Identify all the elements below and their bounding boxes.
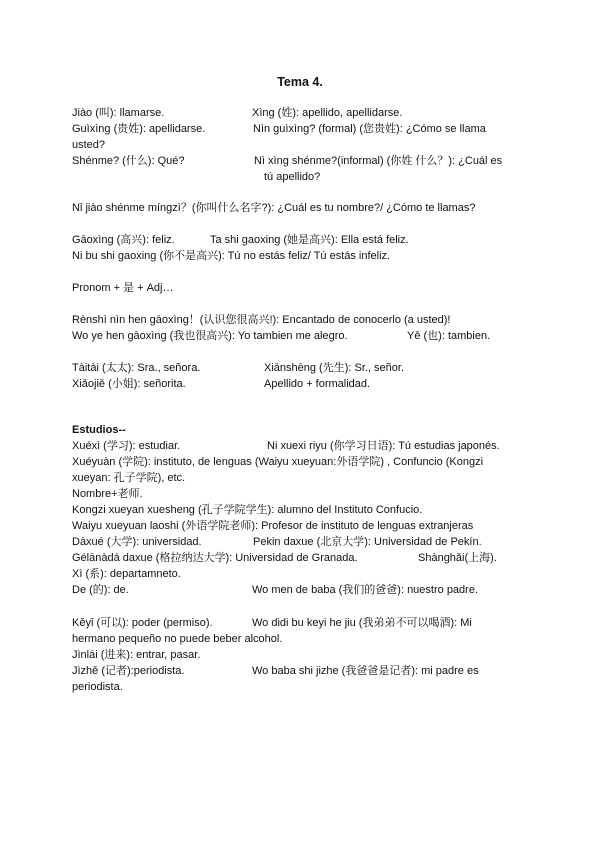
text-line: Apellido + formalidad. [264, 378, 371, 390]
text-line: Jìzhě (记者):periodista. [72, 665, 185, 677]
text-line: Ta shi gaoxing (她是高兴): Ella está feliz. [210, 234, 409, 246]
text-line: Nombre+老师. [72, 488, 143, 500]
text-line: Xuéyuàn (学院): instituto, de lenguas (Waiyu xueyuan:外语学院) , Confuncio (Kongzi [72, 456, 484, 468]
text-line: Wo didi bu keyi he jiu (我弟弟不可以喝酒): Mi [252, 617, 472, 629]
text-line: hermano pequeño no puede beber alcohol. [72, 633, 283, 645]
text-line: Nìn guìxìng? (formal) (您贵姓): ¿Cómo se llama [253, 123, 486, 135]
text-line: Pekin daxue (北京大学): Universidad de Pekín. [253, 536, 482, 548]
text-line: Wo men de baba (我们的爸爸): nuestro padre. [252, 584, 479, 596]
text-line: periodista. [72, 681, 123, 693]
text-line: tú apellido? [264, 171, 321, 183]
text-line: De (的): de. [72, 584, 129, 596]
text-line: Guìxìng (贵姓): apellidarse. [72, 123, 206, 135]
text-line: Ni bu shi gaoxing (你不是高兴): Tú no estás feliz/ Tú estás infeliz. [72, 250, 391, 262]
text-line: xueyan: 孔子学院), etc. [72, 472, 186, 484]
text-line: Ni xuexi riyu (你学习日语): Tú estudias japonés. [267, 440, 500, 452]
text-line: Gélānàdá daxue (格拉纳达大学): Universidad de Granada. [72, 552, 358, 564]
text-line: Xuéxì (学习): estudiar. [72, 440, 181, 452]
text-line: Yě (也): tambien. [407, 330, 491, 342]
text-line: Nì xìng shénme?(informal) (你姓 什么？): ¿Cuál es [254, 155, 503, 167]
text-line: Xiānshēng (先生): Sr., señor. [264, 362, 405, 374]
text-line: Wo baba shi jizhe (我爸爸是记者): mi padre es [252, 665, 479, 677]
text-line: Jìnlái (进来): entrar, pasar. [72, 649, 201, 661]
text-line: Xiǎojiě (小姐): señorita. [72, 378, 186, 390]
text-line: Dàxué (大学): universidad. [72, 536, 202, 548]
text-line: Wo ye hen gāoxìng (我也很高兴): Yo tambien me alegro. [72, 330, 348, 342]
text-line: Tàitài (太太): Sra., señora. [72, 362, 201, 374]
text-line: usted? [72, 139, 106, 151]
text-line: Jiào (叫): llamarse. [72, 107, 165, 119]
text-line: Gāoxìng (高兴): feliz. [72, 234, 175, 246]
page-title: Tema 4. [277, 75, 323, 89]
text-line: Kěyǐ (可以): poder (permiso). [72, 617, 213, 629]
text-line: Xì (系): departamneto. [72, 568, 181, 580]
text-line: Waiyu xueyuan laoshi (外语学院老师): Profesor de instituto de lenguas extranjeras [72, 520, 474, 532]
text-line: Rènshì nìn hen gāoxìng！(认识您很高兴!): Encantado de conocerlo (a usted)! [72, 314, 451, 326]
text-line: Nǐ jiào shénme míngzì？(你叫什么名字?): ¿Cuál es tu nombre?/ ¿Cómo te llamas? [72, 202, 476, 214]
text-line: Pronom + 是 + Adj… [72, 282, 174, 294]
text-line: Shénme? (什么): Qué? [72, 155, 185, 167]
section-heading: Estudios-- [72, 424, 126, 436]
text-line: Kongzi xueyan xuesheng (孔子学院学生): alumno del Instituto Confucio. [72, 504, 423, 516]
text-line: Xìng (姓): apellido, apellidarse. [252, 107, 403, 119]
text-line: Shànghǎi(上海). [418, 552, 497, 564]
